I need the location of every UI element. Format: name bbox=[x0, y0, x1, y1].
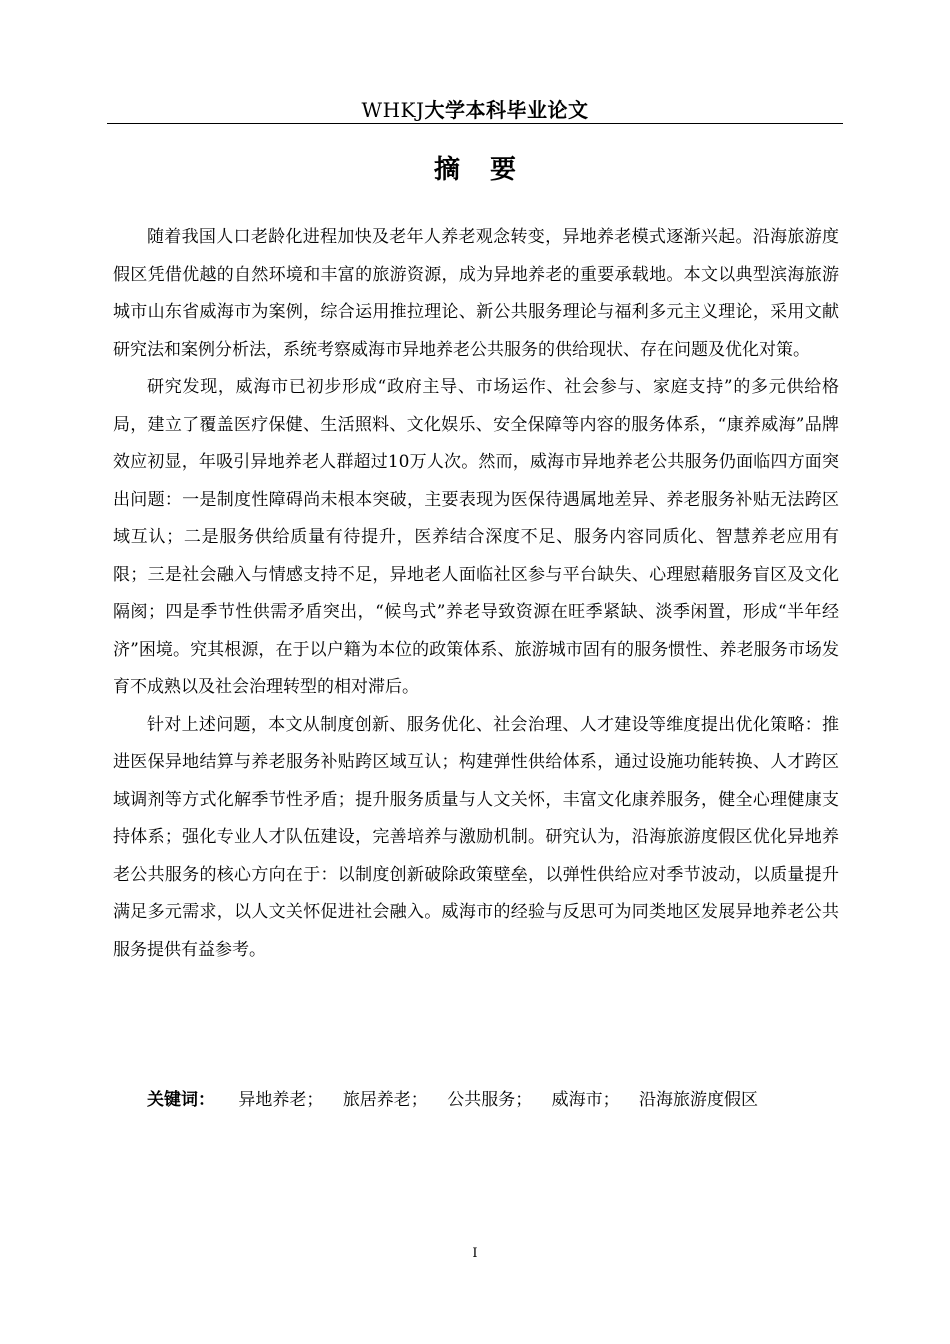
keyword-3: 公共服务； bbox=[447, 1090, 533, 1110]
abstract-title: 摘要 bbox=[433, 155, 546, 185]
page-header bbox=[107, 96, 843, 124]
header-prefix: WHKJ bbox=[361, 98, 425, 122]
keywords-line bbox=[147, 1084, 772, 1116]
keyword-2: 旅居养老； bbox=[342, 1090, 428, 1110]
abstract-paragraph-2: 研究发现，威海市已初步形成“政府主导、市场运作、社会参与、家庭支持”的多元供给格局，建立了覆盖医疗保健、生活照料、文化娱乐、安全保障等内容的服务体系，“康养威海”品牌效应初显，年吸引异地养老人群超过10万人次。然而，威海市异地养老公共服务仍面临四方面突出问题：一是制度性障碍尚未根本突破，主要表现为医保待遇属地差异、养老服务补贴无法跨区域互认；二是服务供给质量有待提升，医养结合深度不足、服务内容同质化、智慧养老应用有限；三是社会融入与情感支持不足，异地老人面临社区参与平台缺失、心理慰藉服务盲区及文化隔阂；四是季节性供需矛盾突出，“候鸟式”养老导致资源在旺季紧缺、淡季闲置，形成“半年经济”困境。究其根源，在于以户籍为本位的政策体系、旅游城市固有的服务惯性、养老服务市场发育不成熟以及社会治理转型的相对滞后。 bbox=[113, 377, 839, 697]
abstract-paragraph-1: 随着我国人口老龄化进程加快及老年人养老观念转变，异地养老模式逐渐兴起。沿海旅游度假区凭借优越的自然环境和丰富的旅游资源，成为异地养老的重要承载地。本文以典型滨海旅游城市山东省威海市为案例，综合运用推拉理论、新公共服务理论与福利多元主义理论，采用文献研究法和案例分析法，系统考察威海市异地养老公共服务的供给现状、存在问题及优化对策。 bbox=[113, 227, 839, 360]
page-number: I bbox=[472, 1246, 478, 1261]
abstract-paragraph-3: 针对上述问题，本文从制度创新、服务优化、社会治理、人才建设等维度提出优化策略：推进医保异地结算与养老服务补贴跨区域互认；构建弹性供给体系，通过设施功能转换、人才跨区域调剂等方式化解季节性矛盾；提升服务质量与人文关怀，丰富文化康养服务，健全心理健康支持体系；强化专业人才队伍建设，完善培养与激励机制。研究认为，沿海旅游度假区优化异地养老公共服务的核心方向在于：以制度创新破除政策壁垒，以弹性供给应对季节波动，以质量提升满足多元需求，以人文关怀促进社会融入。威海市的经验与反思可为同类地区发展异地养老公共服务提供有益参考。 bbox=[113, 714, 839, 960]
keyword-5: 沿海旅游度假区 bbox=[639, 1090, 759, 1110]
keyword-1: 异地养老； bbox=[238, 1090, 324, 1110]
keywords-label: 关键词： bbox=[147, 1090, 215, 1110]
header-divider bbox=[107, 123, 843, 124]
abstract-body bbox=[113, 219, 839, 969]
keyword-4: 威海市； bbox=[551, 1090, 620, 1110]
header-title: 大学本科毕业论文 bbox=[424, 98, 589, 122]
